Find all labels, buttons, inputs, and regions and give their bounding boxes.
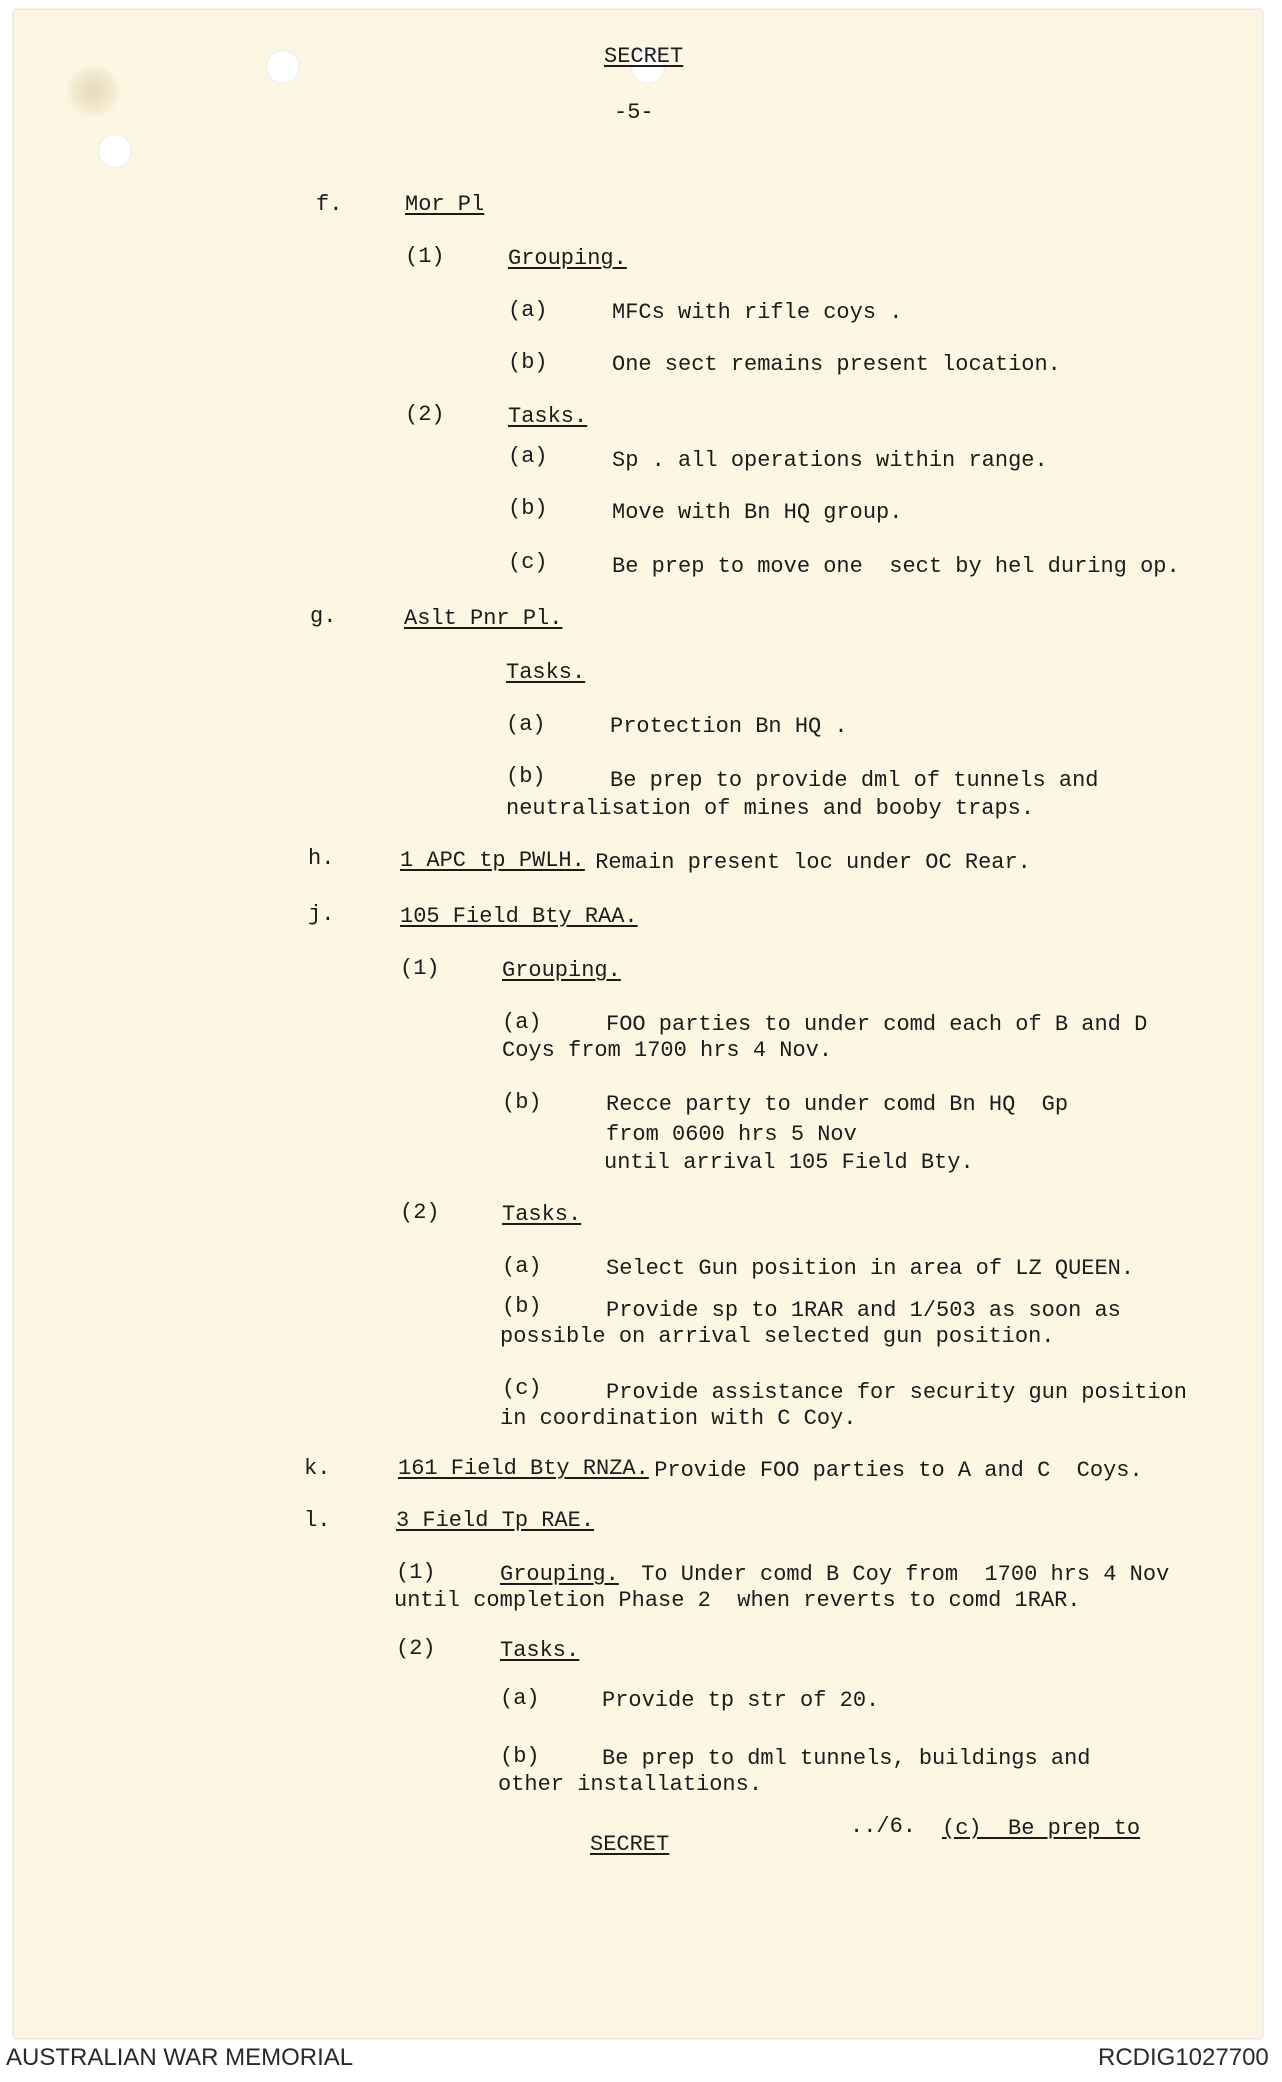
- g-tasks-a-label: (a): [506, 712, 546, 737]
- j-grouping-b-text-line3: until arrival 105 Field Bty.: [604, 1150, 974, 1175]
- j-grouping-b-label: (b): [502, 1090, 542, 1115]
- f-grouping-num: (1): [405, 244, 445, 269]
- g-tasks-a-text: Protection Bn HQ .: [610, 714, 848, 739]
- f-grouping-heading: Grouping.: [508, 246, 627, 271]
- archive-organization: AUSTRALIAN WAR MEMORIAL: [6, 2044, 354, 2071]
- g-tasks-b-text: Be prep to provide dml of tunnels and: [610, 768, 1099, 793]
- j-grouping-heading: Grouping.: [502, 958, 621, 983]
- j-grouping-a-label: (a): [502, 1010, 542, 1035]
- f-grouping-a-text: MFCs with rifle coys .: [612, 300, 903, 325]
- item-h-label: h.: [308, 846, 335, 871]
- l-tasks-b-text: Be prep to dml tunnels, buildings and: [602, 1746, 1091, 1771]
- l-tasks-b-label: (b): [500, 1744, 540, 1769]
- f-tasks-a-label: (a): [508, 444, 548, 469]
- continuation-marker: ../6.: [850, 1814, 917, 1839]
- f-tasks-heading: Tasks.: [508, 404, 588, 429]
- l-grouping-num: (1): [396, 1560, 436, 1585]
- item-j-title: 105 Field Bty RAA.: [400, 904, 638, 929]
- j-tasks-b-text: Provide sp to 1RAR and 1/503 as soon as: [606, 1298, 1121, 1323]
- j-tasks-heading: Tasks.: [502, 1202, 582, 1227]
- j-tasks-b-text-line2: possible on arrival selected gun position.: [500, 1324, 1055, 1349]
- item-j-label: j.: [308, 902, 335, 927]
- f-tasks-num: (2): [405, 402, 445, 427]
- punch-hole: [266, 50, 300, 84]
- item-k-title: 161 Field Bty RNZA.: [398, 1456, 649, 1481]
- item-f-label: f.: [316, 192, 343, 217]
- j-grouping-a-text-line2: Coys from 1700 hrs 4 Nov.: [502, 1038, 833, 1063]
- classification-footer: SECRET: [590, 1832, 670, 1857]
- item-k-text: Provide FOO parties to A and C Coys.: [641, 1458, 1143, 1483]
- j-tasks-c-text: Provide assistance for security gun position: [606, 1380, 1187, 1405]
- l-tasks-heading: Tasks.: [500, 1638, 580, 1663]
- j-grouping-b-text-line2: from 0600 hrs 5 Nov: [606, 1122, 857, 1147]
- f-tasks-b-text: Move with Bn HQ group.: [612, 500, 903, 525]
- item-k-label: k.: [304, 1456, 331, 1481]
- archive-id: RCDIG1027700: [1098, 2044, 1269, 2071]
- f-grouping-a-label: (a): [508, 298, 548, 323]
- punch-hole: [98, 134, 132, 168]
- j-tasks-a-text: Select Gun position in area of LZ QUEEN.: [606, 1256, 1135, 1281]
- item-f-title: Mor Pl: [405, 192, 485, 217]
- l-tasks-b-text-line2: other installations.: [498, 1772, 763, 1797]
- j-tasks-c-label: (c): [502, 1376, 542, 1401]
- f-grouping-b-text: One sect remains present location.: [612, 352, 1061, 377]
- item-l-title: 3 Field Tp RAE.: [396, 1508, 595, 1533]
- j-grouping-num: (1): [400, 956, 440, 981]
- f-tasks-c-label: (c): [508, 550, 548, 575]
- j-tasks-b-label: (b): [502, 1294, 542, 1319]
- l-tasks-num: (2): [396, 1636, 436, 1661]
- classification-header: SECRET: [604, 44, 684, 69]
- item-h-title: 1 APC tp PWLH.: [400, 848, 585, 873]
- g-tasks-b-label: (b): [506, 764, 546, 789]
- f-grouping-b-label: (b): [508, 350, 548, 375]
- paper-stain: [66, 66, 120, 116]
- item-g-label: g.: [310, 604, 337, 629]
- continuation-text: (c) Be prep to: [942, 1816, 1141, 1841]
- j-grouping-b-text: Recce party to under comd Bn HQ Gp: [606, 1092, 1069, 1117]
- page-number: -5-: [614, 100, 654, 125]
- g-tasks-heading: Tasks.: [506, 660, 586, 685]
- f-tasks-b-label: (b): [508, 496, 548, 521]
- l-tasks-a-text: Provide tp str of 20.: [602, 1688, 880, 1713]
- item-h-text: Remain present loc under OC Rear.: [582, 850, 1031, 875]
- j-tasks-c-text-line2: in coordination with C Coy.: [500, 1406, 857, 1431]
- j-tasks-num: (2): [400, 1200, 440, 1225]
- l-grouping-heading: Grouping.: [500, 1562, 619, 1587]
- j-grouping-a-text: FOO parties to under comd each of B and D: [606, 1012, 1148, 1037]
- l-grouping-text: To Under comd B Coy from 1700 hrs 4 Nov: [628, 1562, 1170, 1587]
- f-tasks-c-text: Be prep to move one sect by hel during op.: [612, 554, 1180, 579]
- item-g-title: Aslt Pnr Pl.: [404, 606, 563, 631]
- g-tasks-b-text-line2: neutralisation of mines and booby traps.: [506, 796, 1035, 821]
- l-tasks-a-label: (a): [500, 1686, 540, 1711]
- l-grouping-text-line2: until completion Phase 2 when reverts to comd 1RAR.: [394, 1588, 1081, 1613]
- item-l-label: l.: [304, 1508, 331, 1533]
- f-tasks-a-text: Sp . all operations within range.: [612, 448, 1048, 473]
- j-tasks-a-label: (a): [502, 1254, 542, 1279]
